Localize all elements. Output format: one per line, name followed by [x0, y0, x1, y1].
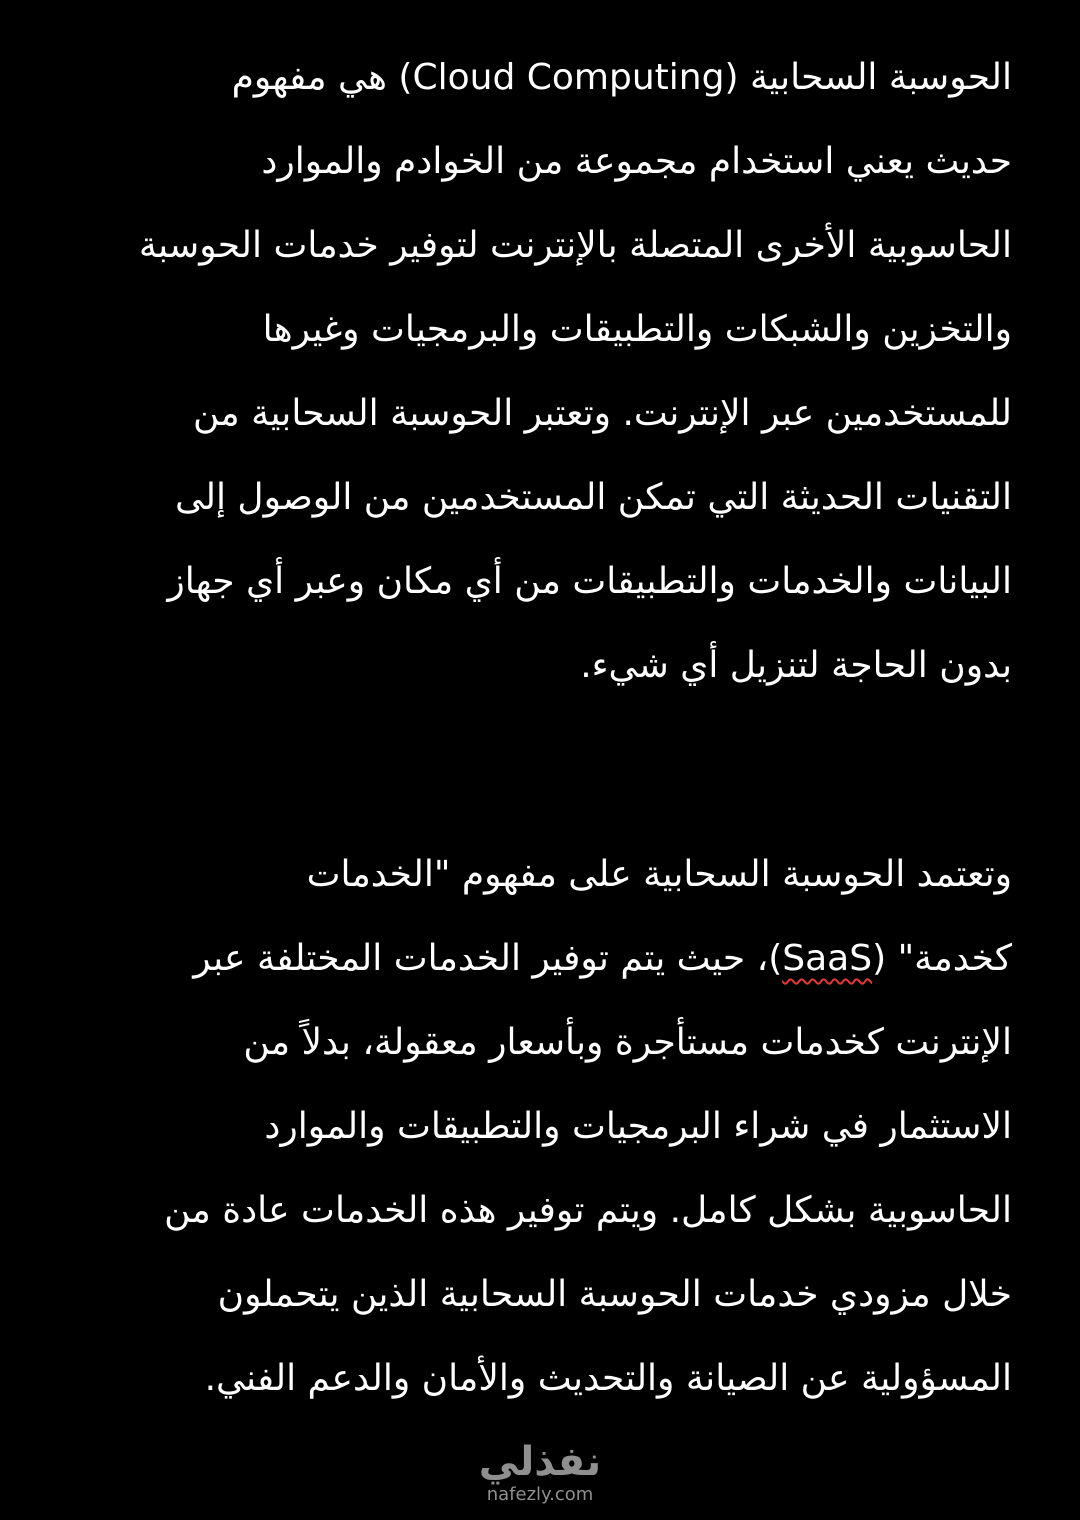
paragraph-saas-concept	[52, 833, 1012, 1421]
text-line: والتخزين والشبكات والتطبيقات والبرمجيات وغيرها	[262, 309, 1012, 350]
text-line: بدون الحاجة لتنزيل أي شيء.	[580, 645, 1012, 686]
text-line: خلال مزودي خدمات الحوسبة السحابية الذين يتحملون	[217, 1274, 1012, 1315]
text-line: الإنترنت كخدمات مستأجرة وبأسعار معقولة، بدلاً من	[243, 1022, 1012, 1063]
paragraph-cloud-computing-definition	[52, 36, 1012, 708]
text-line: للمستخدمين عبر الإنترنت. وتعتبر الحوسبة السحابية من	[193, 393, 1012, 434]
text-line: حديث يعني استخدام مجموعة من الخوادم والموارد	[261, 141, 1012, 182]
text-line: الاستثمار في شراء البرمجيات والتطبيقات والموارد	[264, 1106, 1012, 1147]
spellcheck-underlined-word[interactable]: SaaS	[782, 938, 873, 979]
nafezly-watermark	[440, 1440, 640, 1506]
watermark-domain: nafezly.com	[486, 1484, 594, 1505]
text-line: الحاسوبية الأخرى المتصلة بالإنترنت لتوفير خدمات الحوسبة	[138, 225, 1012, 266]
text-line: المسؤولية عن الصيانة والتحديث والأمان والدعم الفني.	[204, 1358, 1012, 1399]
text-line-with-spellcheck	[52, 917, 1012, 1001]
text-line: البيانات والخدمات والتطبيقات من أي مكان وعبر أي جهاز	[167, 561, 1012, 602]
text-line: الحاسوبية بشكل كامل. ويتم توفير هذه الخدمات عادة من	[164, 1190, 1012, 1231]
text-line: الحوسبة السحابية (Cloud Computing) هي مفهوم	[231, 57, 1012, 98]
text-segment: )، حيث يتم توفير الخدمات المختلفة عبر	[193, 938, 783, 979]
text-line: وتعتمد الحوسبة السحابية على مفهوم "الخدمات	[306, 854, 1012, 895]
watermark-logo-text: نفذلي	[478, 1439, 602, 1485]
text-segment: كخدمة" (	[872, 938, 1012, 979]
text-line: التقنيات الحديثة التي تمكن المستخدمين من الوصول إلى	[175, 477, 1012, 518]
